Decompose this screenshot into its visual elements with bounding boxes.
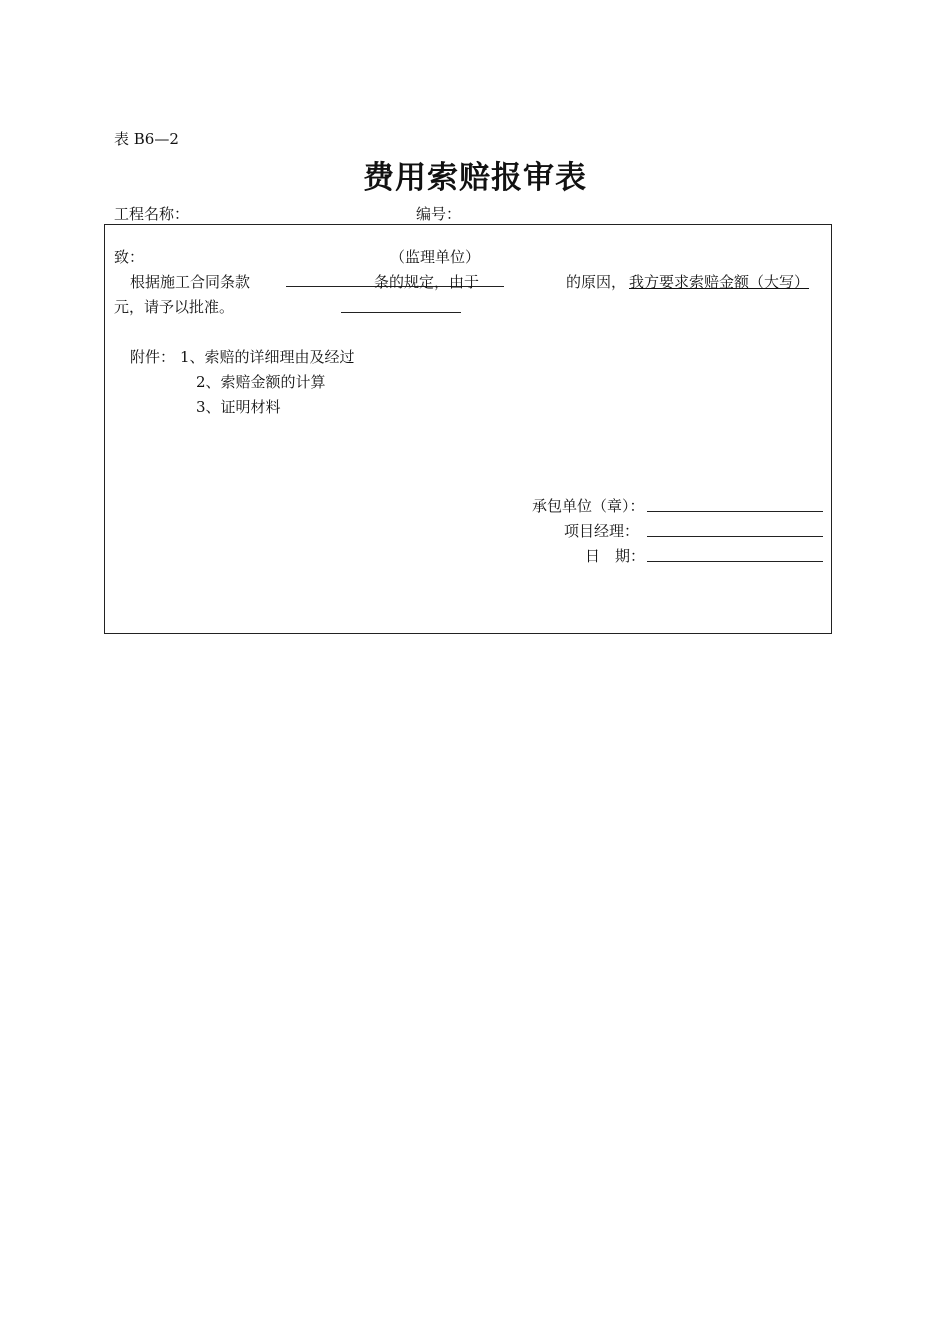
body-text-rule: 条的规定，由于 — [374, 273, 480, 291]
project-name-label: 工程名称： — [114, 205, 190, 223]
form-code: 表 B6—2 — [114, 130, 179, 148]
number-label: 编号： — [416, 205, 462, 223]
date-label: 日 期： — [585, 547, 646, 565]
amount-blank-line — [341, 312, 461, 313]
supervisor-unit-label: （监理单位） — [390, 248, 481, 266]
attachment-item: 3、证明材料 — [196, 398, 281, 416]
page-title: 费用索赔报审表 — [363, 160, 587, 196]
contractor-label: 承包单位（章）： — [532, 497, 645, 515]
project-manager-label: 项目经理： — [564, 522, 640, 540]
body-text-clause: 根据施工合同条款 — [130, 273, 251, 291]
attachment-item: 1、索赔的详细理由及经过 — [180, 348, 355, 366]
body-text-approve: 元，请予以批准。 — [114, 298, 235, 316]
manager-signature-line — [647, 536, 823, 537]
to-label: 致： — [114, 248, 145, 266]
contractor-signature-line — [647, 511, 823, 512]
attachment-item: 2、索赔金额的计算 — [196, 373, 326, 391]
body-text-reason: 的原因， — [566, 273, 627, 291]
attachments-label: 附件： — [130, 348, 176, 366]
body-text-claim-amount: 我方要求索赔金额（大写） — [629, 273, 810, 291]
date-signature-line — [647, 561, 823, 562]
